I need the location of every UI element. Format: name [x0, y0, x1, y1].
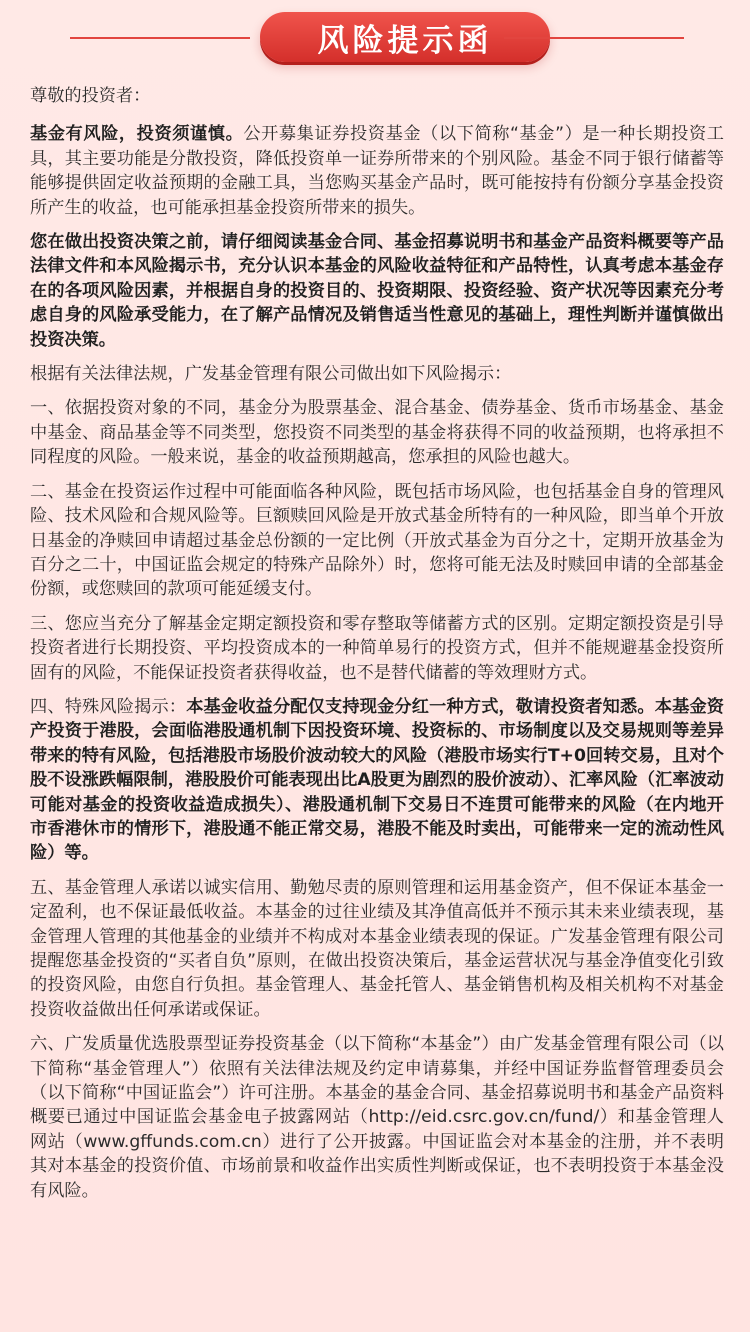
- header-divider-right: [504, 37, 684, 39]
- paragraph-item-2: 二、基金在投资运作过程中可能面临各种风险，既包括市场风险，也包括基金自身的管理风险、技术风险和合规风险等。巨额赎回风险是开放式基金所特有的一种风险，即当单个开放日基金的净赎回申请超过基金总份额的一定比例（开放式基金为百分之十，定期开放基金为百分之二十，中国证监会规定的特殊产品除外）时，您将可能无法及时赎回申请的全部基金份额，或您赎回的款项可能延缓支付。: [30, 481, 724, 600]
- paragraph-risk-warning: [30, 122, 724, 220]
- paragraph-item-5: 五、基金管理人承诺以诚实信用、勤勉尽责的原则管理和运用基金资产，但不保证本基金一定盈利，也不保证最低收益。本基金的过往业绩及其净值高低并不预示其未来业绩表现，基金管理人管理的其他基金的业绩并不构成对本基金业绩表现的保证。广发基金管理有限公司提醒您基金投资的“买者自负”原则，在做出投资决策后，基金运营状况与基金净值变化引致的投资风险，由您自行负担。基金管理人、基金托管人、基金销售机构及相关机构不对基金投资收益做出任何承诺或保证。: [30, 877, 724, 1020]
- risk-warning-text: 公开募集证券投资基金（以下简称“基金”）是一种长期投资工具，其主要功能是分散投资，降低投资单一证券所带来的个别风险。基金不同于银行储蓄等能够提供固定收益预期的金融工具，当您购买基金产品时，既可能按持有份额分享基金投资所产生的收益，也可能承担基金投资所带来的损失。: [30, 124, 724, 218]
- paragraph-item-3: 三、您应当充分了解基金定期定额投资和零存整取等储蓄方式的区别。定期定额投资是引导投资者进行长期投资、平均投资成本的一种简单易行的投资方式，但并不能规避基金投资所固有的风险，不能保证投资者获得收益，也不是替代储蓄的等效理财方式。: [30, 613, 724, 683]
- header-divider-left: [70, 37, 250, 39]
- paragraph-item-6: 六、广发质量优选股票型证券投资基金（以下简称“本基金”）由广发基金管理有限公司（以下简称“基金管理人”）依照有关法律法规及约定申请募集，并经中国证券监督管理委员会（以下简称“中国证监会”）许可注册。本基金的基金合同、基金招募说明书和基金产品资料概要已通过中国证监会基金电子披露网站（http://eid.csrc.gov.cn/fund/）和基金管理人网站（www.gffunds.com.cn）进行了公开披露。中国证监会对本基金的注册，并不表明其对本基金的投资价值、市场前景和收益作出实质性判断或保证，也不表明投资于本基金没有风险。: [30, 1034, 724, 1201]
- paragraph-item-1: 一、依据投资对象的不同，基金分为股票基金、混合基金、债券基金、货币市场基金、基金中基金、商品基金等不同类型，您投资不同类型的基金将获得不同的收益预期，也将承担不同程度的风险。一般来说，基金的收益预期越高，您承担的风险也越大。: [30, 398, 724, 468]
- notice-body: [30, 84, 724, 1203]
- special-risk-bold: 本基金收益分配仅支持现金分红一种方式，敬请投资者知悉。本基金资产投资于港股，会面临港股通机制下因投资环境、投资标的、市场制度以及交易规则等差异带来的特有风险，包括港股市场股价波动较大的风险（港股市场实行T+0回转交易，且对个股不设涨跌幅限制，港股股价可能表现出比A股更为剧烈的股价波动）、汇率风险（汇率波动可能对基金的投资收益造成损失）、港股通机制下交易日不连贯可能带来的风险（在内地开市香港休市的情形下，港股通不能正常交易，港股不能及时卖出，可能带来一定的流动性风险）等。: [30, 696, 724, 864]
- greeting: 尊敬的投资者：: [30, 86, 151, 106]
- paragraph-item-4: [30, 695, 724, 866]
- special-risk-prefix: 四、特殊风险揭示：: [30, 696, 187, 717]
- paragraph-intro: 根据有关法律法规，广发基金管理有限公司做出如下风险揭示：: [30, 364, 512, 385]
- risk-warning-bold: 基金有风险，投资须谨慎。: [30, 124, 244, 145]
- page-title: 风险提示函: [317, 22, 493, 59]
- paragraph-decision-advice: 您在做出投资决策之前，请仔细阅读基金合同、基金招募说明书和基金产品资料概要等产品法律文件和本风险揭示书，充分认识本基金的风险收益特征和产品特性，认真考虑本基金存在的各项风险因素，并根据自身的投资目的、投资期限、投资经验、资产状况等因素充分考虑自身的风险承受能力，在了解产品情况及销售适当性意见的基础上，理性判断并谨慎做出投资决策。: [30, 232, 724, 350]
- header: [30, 0, 724, 76]
